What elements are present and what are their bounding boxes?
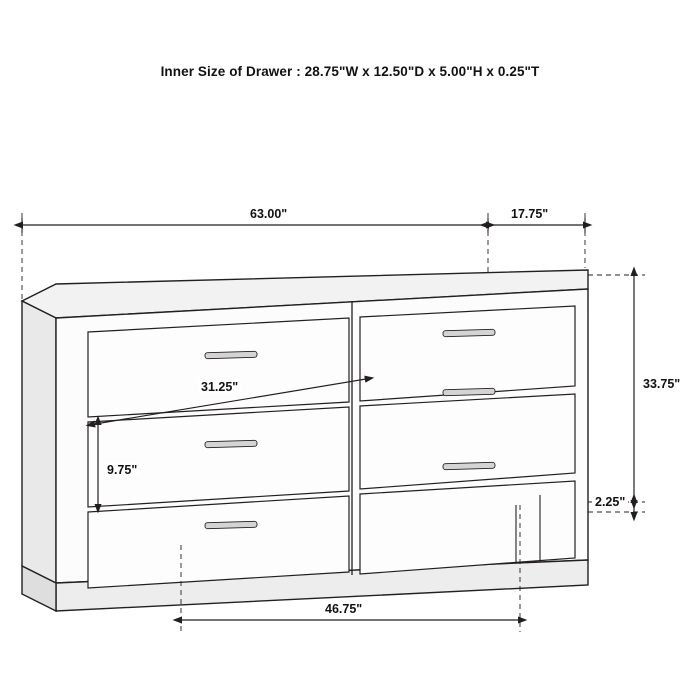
drawer-handle-right-top [443,329,495,336]
dim-label-base-width: 46.75" [322,602,365,616]
drawer-front-left-bottom [88,496,349,588]
dim-label-base-clearance: 2.25" [592,495,628,509]
drawer-handle-left-top [205,351,257,358]
drawer-front-left-top [88,318,349,417]
drawer-front-left-middle [88,407,349,507]
page-title: Inner Size of Drawer : 28.75"W x 12.50"D x 5.00"H x 0.25"T [160,64,540,79]
left-side-panel [22,301,56,583]
dresser-body [22,270,588,611]
dim-label-depth: 17.75" [508,207,551,221]
drawer-front-right-middle [360,394,575,489]
drawer-front-right-bottom [360,481,575,574]
dim-label-drawer-height: 9.75" [104,463,140,477]
drawer-handle-left-bottom [205,521,257,528]
drawer-handle-right-bottom [443,462,495,469]
dim-label-overall-width: 63.00" [247,207,290,221]
drawer-handle-right-middle [443,388,495,395]
drawer-handle-left-middle [205,440,257,447]
drawer-front-right-top [360,306,575,401]
dim-label-drawer-inner-width: 31.25" [198,380,241,394]
dim-label-overall-height: 33.75" [640,377,683,391]
